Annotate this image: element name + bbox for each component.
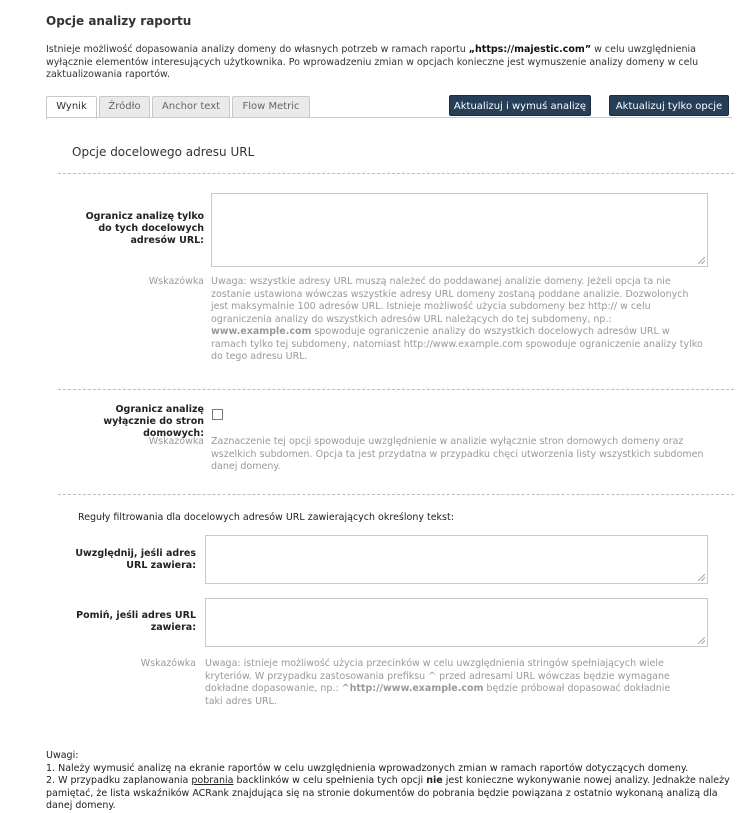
intro-text <box>46 44 736 82</box>
note-emphasis: nie <box>426 775 443 786</box>
report-domain: „https://majestic.com” <box>468 44 592 55</box>
divider <box>58 389 734 390</box>
intro-text-part: w celu uwzględnienia wyłącznie elementów interesujących użytkownika. Po wprowadzeniu zmian w opcjach konieczne jest wymuszenie analizy domeny w celu zaktualizowania raportów. <box>46 44 699 80</box>
exclude-label: Pomiń, jeśli adres URL zawiera: <box>76 610 196 633</box>
hint-text-part: będzie próbował dopasować dokładnie taki adres URL. <box>205 683 671 707</box>
tab-flow-metric[interactable]: Flow Metric <box>232 96 310 117</box>
hint-example-domain: www.example.com <box>211 326 312 337</box>
resize-grip-icon[interactable] <box>698 637 705 644</box>
section-title: Opcje docelowego adresu URL <box>72 145 255 159</box>
url-limit-hint <box>211 276 706 364</box>
tab-anchor-text[interactable]: Anchor text <box>152 96 230 117</box>
note-2 <box>46 775 736 813</box>
update-options-button[interactable]: Aktualizuj tylko opcje <box>609 95 729 116</box>
divider <box>58 173 734 174</box>
note-1: 1. Należy wymusić analizę na ekranie raportów w celu uwzględnienia wprowadzonych zmian w ramach raportów dotyczących domeny. <box>46 762 689 774</box>
notes <box>46 750 736 813</box>
tab-wynik[interactable]: Wynik <box>46 96 97 119</box>
hint-label: Wskazówka <box>148 436 204 447</box>
notes-heading: Uwagi: <box>46 750 79 761</box>
homepages-checkbox[interactable] <box>212 409 223 420</box>
exclude-textarea[interactable] <box>205 598 708 647</box>
note-text-part: backlinków w celu spełnienia tych opcji <box>233 775 427 786</box>
tab-zrodlo[interactable]: Źródło <box>99 96 150 117</box>
resize-grip-icon[interactable] <box>698 257 705 264</box>
homepages-label: Ogranicz analizę wyłącznie do stron domowych: <box>103 404 204 439</box>
tab-divider <box>46 117 732 118</box>
include-textarea[interactable] <box>205 535 708 584</box>
hint-label: Wskazówka <box>148 276 204 287</box>
filter-hint <box>205 658 685 708</box>
force-analysis-button[interactable]: Aktualizuj i wymuś analizę <box>449 95 591 116</box>
download-link[interactable]: pobrania <box>191 775 234 786</box>
hint-label: Wskazówka <box>140 658 196 669</box>
hint-text-part: spowoduje ograniczenie analizy do wszystkich docelowych adresów URL w ramach tylko tej subdomeny, natomiast http://www.example.com spowoduje ograniczenie analizy tylko do tego adresu URL. <box>211 326 703 362</box>
intro-text-part: Istnieje możliwość dopasowania analizy domeny do własnych potrzeb w ramach raportu <box>46 44 469 55</box>
url-limit-textarea[interactable] <box>211 193 708 267</box>
page-title: Opcje analizy raportu <box>46 14 192 28</box>
divider <box>58 494 734 495</box>
include-label: Uwzględnij, jeśli adres URL zawiera: <box>75 548 196 571</box>
filter-rules-label: Reguły filtrowania dla docelowych adresów URL zawierających określony tekst: <box>78 512 454 523</box>
hint-text-part: Uwaga: wszystkie adresy URL muszą należeć do poddawanej analizie domeny. Jeżeli opcja ta nie zostanie ustawiona wówczas wszystkie adresy URL domeny zostaną poddane analizie. Dozwolonych jest maksymalnie 100 adresów URL. Istnieje możliwość użycia subdomeny bez http:// w celu ograniczenia analizy do wszystkich adresów URL należących do tej subdomeny, np.: <box>211 276 689 325</box>
hint-example-url: ^http://www.example.com <box>341 683 484 694</box>
url-limit-label: Ogranicz analizę tylko do tych docelowych adresów URL: <box>85 211 204 246</box>
note-text-part: 2. W przypadku zaplanowania <box>46 775 192 786</box>
note-text-part: jest konieczne wykonywanie nowej analizy. Jednakże należy pamiętać, że lista wskaźników ACRank znajdująca się na stronie dokumentów do pobrania będzie powiązana z ostatnio wykonaną analizą dla danej domeny. <box>46 775 730 811</box>
resize-grip-icon[interactable] <box>698 574 705 581</box>
hint-text-part: Uwaga: istnieje możliwość użycia przecinków w celu uwzględnienia stringów spełniających wiele kryteriów. W przypadku zastosowania prefiksu ^ przed adresami URL wówczas będzie wymagane dokładne dopasowanie, np.: <box>205 658 670 694</box>
homepages-hint: Zaznaczenie tej opcji spowoduje uwzględnienie w analizie wyłącznie stron domowych domeny oraz wszelkich subdomen. Opcja ta jest przydatna w przypadku chęci utworzenia listy wszystkich subdomen danej domeny. <box>211 436 704 472</box>
